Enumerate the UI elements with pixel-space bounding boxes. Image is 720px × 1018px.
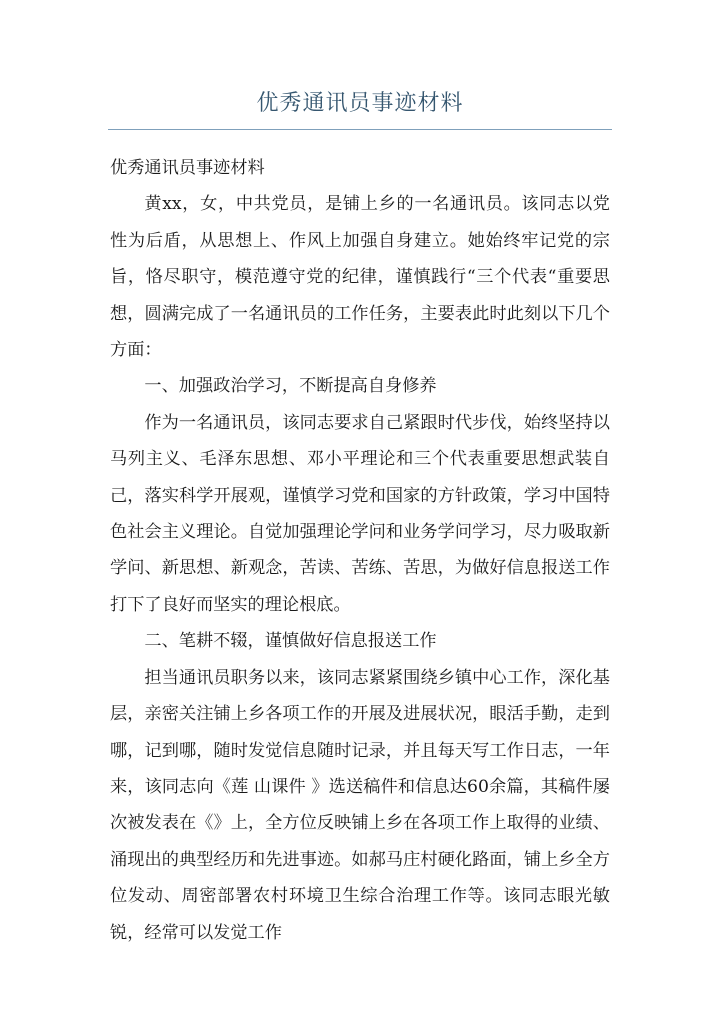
body-heading: 优秀通讯员事迹材料 [110, 158, 265, 178]
section-heading-1: 一、加强政治学习，不断提高自身修养 [144, 376, 437, 397]
document-body [110, 150, 610, 951]
paragraph-intro: 黄xx，女，中共党员，是铺上乡的一名通讯员。该同志以党性为后盾，从思想上、作风上加强自身建立。她始终牢记党的宗旨，恪尽职守，模范遵守党的纪律，谨慎践行“三个代表“重要思想，圆满完成了一名通讯员的工作任务，主要表此时此刻以下几个方面： [110, 194, 610, 361]
section-heading-2: 二、笔耕不辍，谨慎做好信息报送工作 [144, 631, 437, 652]
document-title: 优秀通讯员事迹材料 [256, 91, 464, 116]
title-divider [108, 129, 612, 130]
paragraph-section-2: 担当通讯员职务以来，该同志紧紧围绕乡镇中心工作，深化基层，亲密关注铺上乡各项工作的开展及进展状况，眼活手勤，走到哪，记到哪，随时发觉信息随时记录，并且每天写工作日志，一年来，该同志向《莲 山课件 》选送稿件和信息达60余篇，其稿件屡次被发表在《》上，全方位反映铺上乡在各项工作上取得的业绩、涌现出的典型经历和先进事迹。如郝马庄村硬化路面，铺上乡全方位发动、周密部署农村环境卫生综合治理工作等。该同志眼光敏锐，经常可以发觉工作 [110, 667, 610, 943]
paragraph-section-1: 作为一名通讯员，该同志要求自己紧跟时代步伐，始终坚持以马列主义、毛泽东思想、邓小平理论和三个代表重要思想武装自己，落实科学开展观，谨慎学习党和国家的方针政策，学习中国特色社会主义理论。自觉加强理论学问和业务学问学习，尽力吸取新学问、新思想、新观念，苦读、苦练、苦思，为做好信息报送工作打下了良好而坚实的理论根底。 [110, 412, 610, 615]
